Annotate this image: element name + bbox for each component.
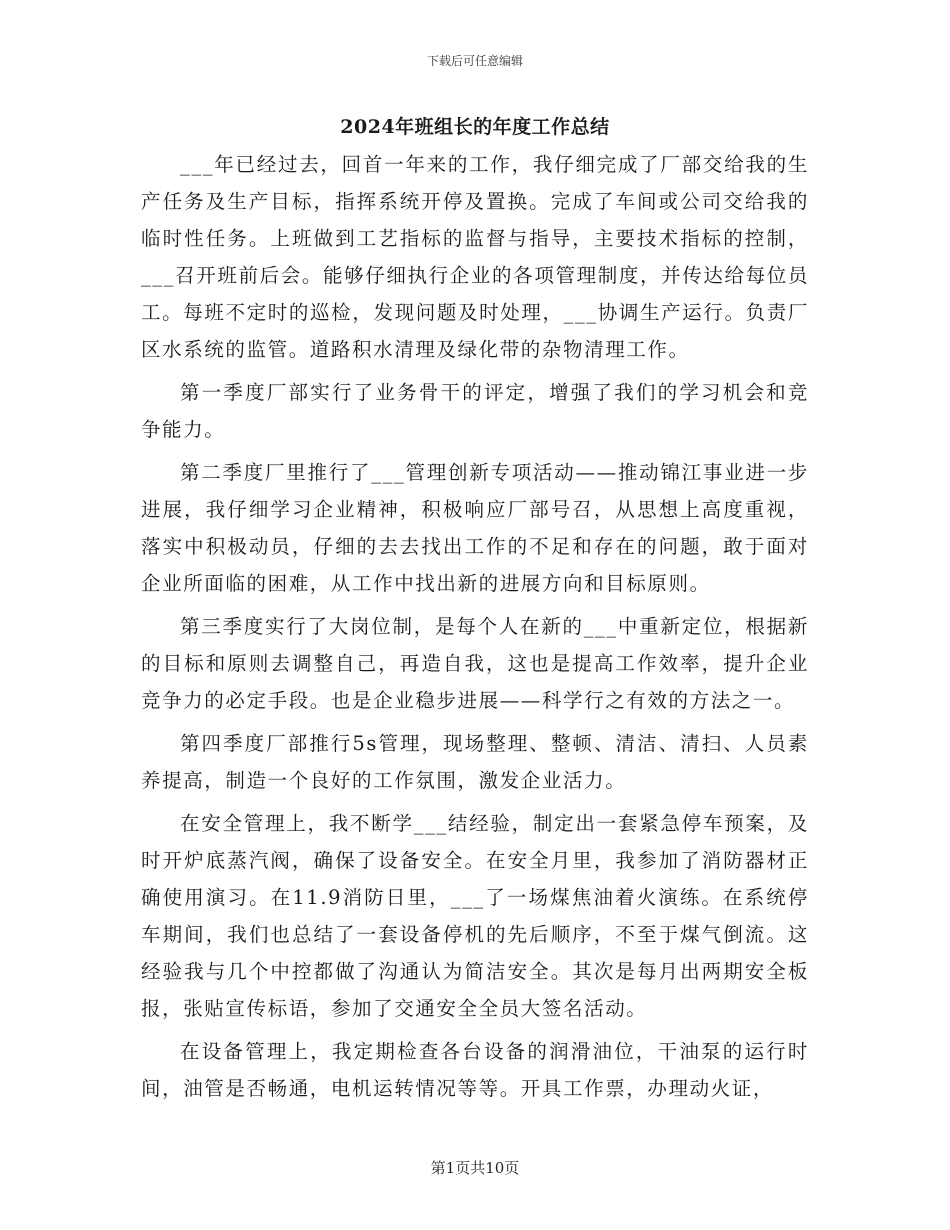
page-number: 第1页共10页 [430,1159,520,1177]
paragraph-q3: 第三季度实行了大岗位制，是每个人在新的___中重新定位，根据新的目标和原则去调整自己，再造自我，这也是提高工作效率，提升企业竞争力的必定手段。也是企业稳步进展——科学行之有效的方法之一。 [141,615,809,712]
paragraph-q4: 第四季度厂部推行5s管理，现场整理、整顿、清洁、清扫、人员素养提高，制造一个良好的工作氛围，激发企业活力。 [141,732,809,792]
paragraph-equipment: 在设备管理上，我定期检查各台设备的润滑油位，干油泵的运行时间，油管是否畅通，电机运转情况等等。开具工作票，办理动火证， [141,1040,809,1100]
paragraph-intro: ___年已经过去，回首一年来的工作，我仔细完成了厂部交给我的生产任务及生产目标，指挥系统开停及置换。完成了车间或公司交给我的临时性任务。上班做到工艺指标的监督与指导，主要技术指标的控制，___召开班前后会。能够仔细执行企业的各项管理制度，并传达给每位员工。每班不定时的巡检，发现问题及时处理，___协调生产运行。负责厂区水系统的监管。道路积水清理及绿化带的杂物清理工作。 [141,153,809,361]
paragraph-q2: 第二季度厂里推行了___管理创新专项活动——推动锦江事业进一步进展，我仔细学习企业精神，积极响应厂部号召，从思想上高度重视，落实中积极动员，仔细的去去找出工作的不足和存在的问题，敢于面对企业所面临的困难，从工作中找出新的进展方向和目标原则。 [141,461,809,595]
paragraph-safety: 在安全管理上，我不断学___结经验，制定出一套紧急停车预案，及时开炉底蒸汽阀，确保了设备安全。在安全月里，我参加了消防器材正确使用演习。在11.9消防日里，___了一场煤焦油着火演练。在系统停车期间，我们也总结了一套设备停机的先后顺序，不至于煤气倒流。这经验我与几个中控都做了沟通认为简洁安全。其次是每月出两期安全板报，张贴宣传标语，参加了交通安全全员大签名活动。 [141,812,809,1020]
document-title: 2024年班组长的年度工作总结 [340,116,610,138]
paragraph-q1: 第一季度厂部实行了业务骨干的评定，增强了我们的学习机会和竞争能力。 [141,381,809,441]
header-note: 下载后可任意编辑 [426,54,523,68]
document-body [141,146,809,1113]
